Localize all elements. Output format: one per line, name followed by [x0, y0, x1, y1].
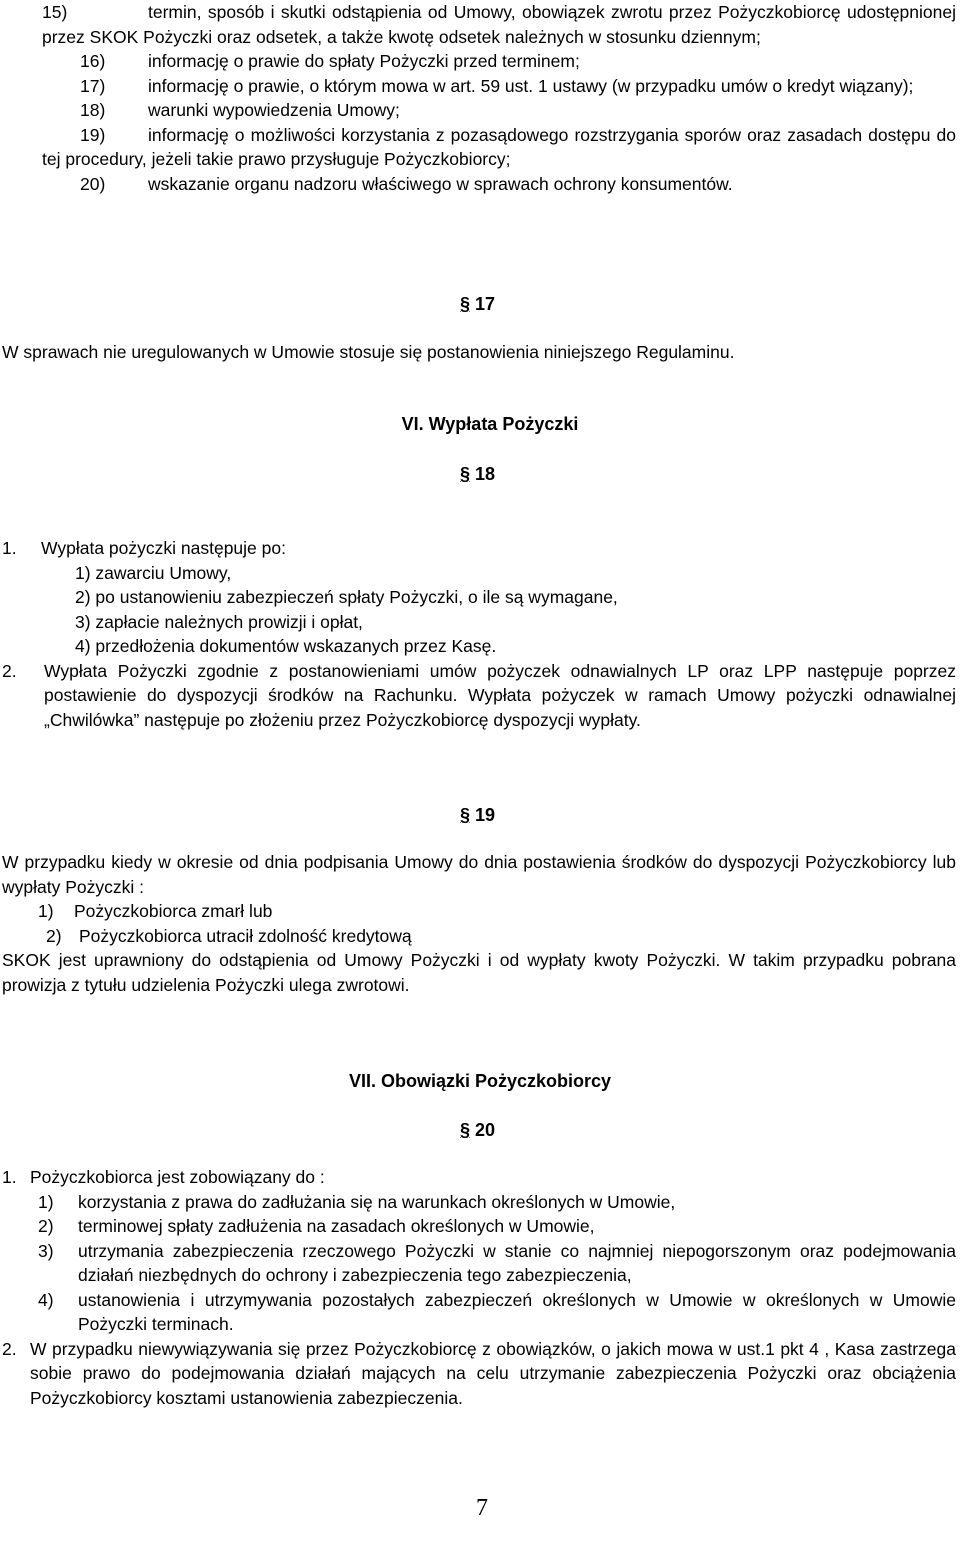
numbered-paragraph: 1. Wypłata pożyczki następuje po: 1) zawarciu Umowy, 2) po ustanowieniu zabezpieczeń spłaty Pożyczki, o ile są wymagane, 3) zapłacie należnych prowizji i opłat, 4) przedłożenia dokumentów wskazanych przez Kasę. 2. Wypłata Pożyczki zgodnie z postanowieniami umów pożyczek odnawialnych LP oraz LPP następuje poprzez postawienie do dyspozycji środków na Rachunku. Wypłata pożyczek w ramach Umowy pożyczki odnawialnej „Chwilówka” następuje po złożeniu przez Pożyczkobiorcę dyspozycji wypłaty. [2, 538, 956, 730]
chapter-title: VII. Obowiązki Pożyczkobiorcy [348, 1071, 612, 1091]
list-item: 3) utrzymania zabezpieczenia rzeczowego Pożyczki w stanie co najmniej niepogorszonym oraz podejmowania działań niezbędnych do ochrony i zabezpieczenia tego zabezpieczenia, [38, 1240, 956, 1285]
list-item: 1) korzystania z prawa do zadłużania się na warunkach określonych w Umowie, [38, 1191, 676, 1212]
paragraph-heading: § 19 [460, 805, 496, 825]
paragraph-text: W sprawach nie uregulowanych w Umowie stosuje się postanowienia niniejszego Regulaminu. [2, 342, 735, 362]
page-number: 7 [476, 1495, 488, 1521]
list-item: 20) wskazanie organu nadzoru właściwego w sprawach ochrony konsumentów. [80, 173, 733, 194]
list-item: 18) warunki wypowiedzenia Umowy; [80, 100, 400, 120]
sub-list [2, 1190, 956, 1337]
list-item: 15) termin, sposób i skutki odstąpienia od Umowy, obowiązek zwrotu przez Pożyczkobiorcę udostępnionej przez SKOK Pożyczki oraz odsetek, a także kwotę odsetek należnych w stosunku dziennym; [42, 2, 956, 47]
paragraph-heading: § 20 [460, 1120, 496, 1140]
list-item: 2) po ustanowieniu zabezpieczeń spłaty Pożyczki, o ile są wymagane, [75, 587, 618, 607]
chapter-title: VI. Wypłata Pożyczki [401, 414, 579, 434]
list-item: 1) zawarciu Umowy, [75, 562, 232, 583]
numbered-paragraph: 1. Pożyczkobiorca jest zobowiązany do : 1) korzystania z prawa do zadłużania się na warunkach określonych w Umowie, 2) terminowej spłaty zadłużenia na zasadach określonych w Umowie, 3) utrzymania zabezpieczenia rzeczowego Pożyczki w stanie co najmniej niepogorszonym oraz podejmowania działań niezbędnych do ochrony i zabezpieczenia tego zabezpieczenia, 4) ustanowienia i utrzymywania pozostałych zabezpieczeń określonych w Umowie w określonych w Umowie Pożyczki terminach. 2. W przypadku niewywiązywania się przez Pożyczkobiorcę z obowiązków, o jakich mowa w ust.1 pkt 4 , Kasa zastrzega sobie prawo do podejmowania działań mających na celu utrzymanie zabezpieczenia Pożyczki oraz obciążenia Pożyczkobiorcy kosztami ustanowienia zabezpieczenia. [2, 1167, 956, 1408]
paragraph-outro: SKOK jest uprawniony do odstąpienia od Umowy Pożyczki i od wypłaty kwoty Pożyczki. W takim przypadku pobrana prowizja z tytułu udzielenia Pożyczki ulega zwrotowi. [2, 950, 956, 995]
list-item: 16) informację o prawie do spłaty Pożyczki przed terminem; [80, 51, 580, 71]
list-item: 3) zapłacie należnych prowizji i opłat, [75, 611, 363, 632]
paragraph-heading: § 17 [460, 294, 496, 314]
paragraph-intro: W przypadku kiedy w okresie od dnia podpisania Umowy do dnia postawienia środków do dyspozycji Pożyczkobiorcy lub wypłaty Pożyczki : [2, 852, 956, 897]
clause-list [42, 0, 956, 196]
list-item: 1) Pożyczkobiorca zmarł lub [38, 901, 273, 921]
paragraph-body [2, 850, 956, 997]
sub-list [2, 561, 956, 659]
list-item: 17) informację o prawie, o którym mowa w art. 59 ust. 1 ustawy (w przypadku umów o kredyt wiązany); [80, 75, 914, 96]
list-item: 2) Pożyczkobiorca utracił zdolność kredytową [46, 925, 412, 946]
list-item: 4) ustanowienia i utrzymywania pozostałych zabezpieczeń określonych w Umowie w określonych w Umowie Pożyczki terminach. [38, 1289, 956, 1334]
list-item: 4) przedłożenia dokumentów wskazanych przez Kasę. [75, 636, 497, 656]
list-item: 2) terminowej spłaty zadłużenia na zasadach określonych w Umowie, [38, 1216, 595, 1236]
paragraph-heading: § 18 [460, 464, 496, 484]
list-item: 19) informację o możliwości korzystania z pozasądowego rozstrzygania sporów oraz zasadach dostępu do tej procedury, jeżeli takie prawo przysługuje Pożyczkobiorcy; [42, 124, 956, 169]
